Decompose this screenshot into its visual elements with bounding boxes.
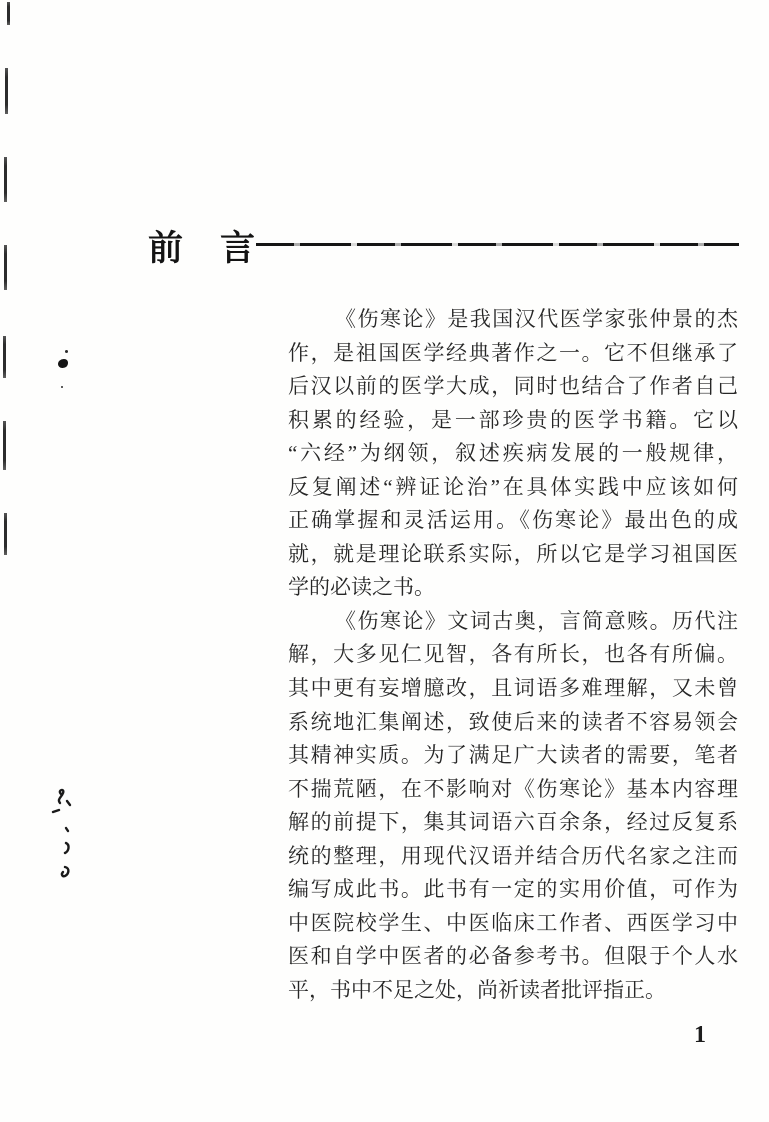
text-line: 统的整理，用现代汉语并结合历代名家之注而: [288, 843, 738, 868]
text-line: 平，书中不足之处，尚祈读者批评指正。: [288, 977, 666, 1002]
margin-tick: [7, 2, 10, 25]
text-line: 作，是祖国医学经典著作之一。它不但继承了: [288, 340, 738, 365]
margin-tick: [5, 68, 8, 114]
margin-tick: [3, 336, 6, 378]
paragraph: [288, 303, 738, 605]
ink-blot: [58, 359, 68, 368]
title-rule: [256, 243, 739, 246]
text-line: 医和自学中医者的必备参考书。但限于个人水: [288, 944, 738, 969]
paragraph: [288, 605, 738, 1008]
text-line: 积累的经验，是一部珍贵的医学书籍。它以: [288, 407, 738, 432]
margin-tick: [4, 513, 7, 555]
page-number: 1: [694, 1022, 706, 1048]
text-line: 反复阐述“辨证论治”在具体实践中应该如何: [288, 474, 738, 499]
body-text: [288, 303, 738, 1007]
margin-handwriting: [46, 786, 76, 882]
ink-speck: [61, 386, 63, 388]
text-line: 其中更有妄增臆改，且词语多难理解，又未曾: [288, 676, 738, 701]
text-line: 解的前提下，集其词语六百余条，经过反复系: [288, 810, 738, 835]
margin-tick: [4, 245, 7, 290]
text-line: 中医院校学生、中医临床工作者、西医学习中: [288, 910, 738, 935]
text-line: 后汉以前的医学大成，同时也结合了作者自己: [288, 374, 738, 399]
ink-speck: [65, 350, 68, 353]
text-line: “六经”为纲领，叙述疾病发展的一般规律，: [288, 441, 738, 466]
text-line: 不揣荒陋，在不影响对《伤寒论》基本内容理: [288, 776, 738, 801]
text-line: 其精神实质。为了满足广大读者的需要，笔者: [288, 743, 738, 768]
text-line: 就，就是理论联系实际，所以它是学习祖国医: [288, 541, 738, 566]
text-line: 《伤寒论》文词古奥，言简意赅。历代注: [335, 608, 738, 633]
text-line: 系统地汇集阐述，致使后来的读者不容易领会: [288, 709, 738, 734]
margin-tick: [3, 421, 6, 470]
text-line: 编写成此书。此书有一定的实用价值，可作为: [288, 877, 738, 902]
text-line: 解，大多见仁见智，各有所长，也各有所偏。: [288, 642, 738, 667]
text-line: 正确掌握和灵活运用。《伤寒论》最出色的成: [288, 508, 738, 533]
margin-tick: [4, 157, 7, 202]
page-title: 前 言: [148, 229, 257, 268]
text-line: 《伤寒论》是我国汉代医学家张仲景的杰: [335, 307, 738, 331]
text-line: 学的必读之书。: [288, 575, 435, 600]
